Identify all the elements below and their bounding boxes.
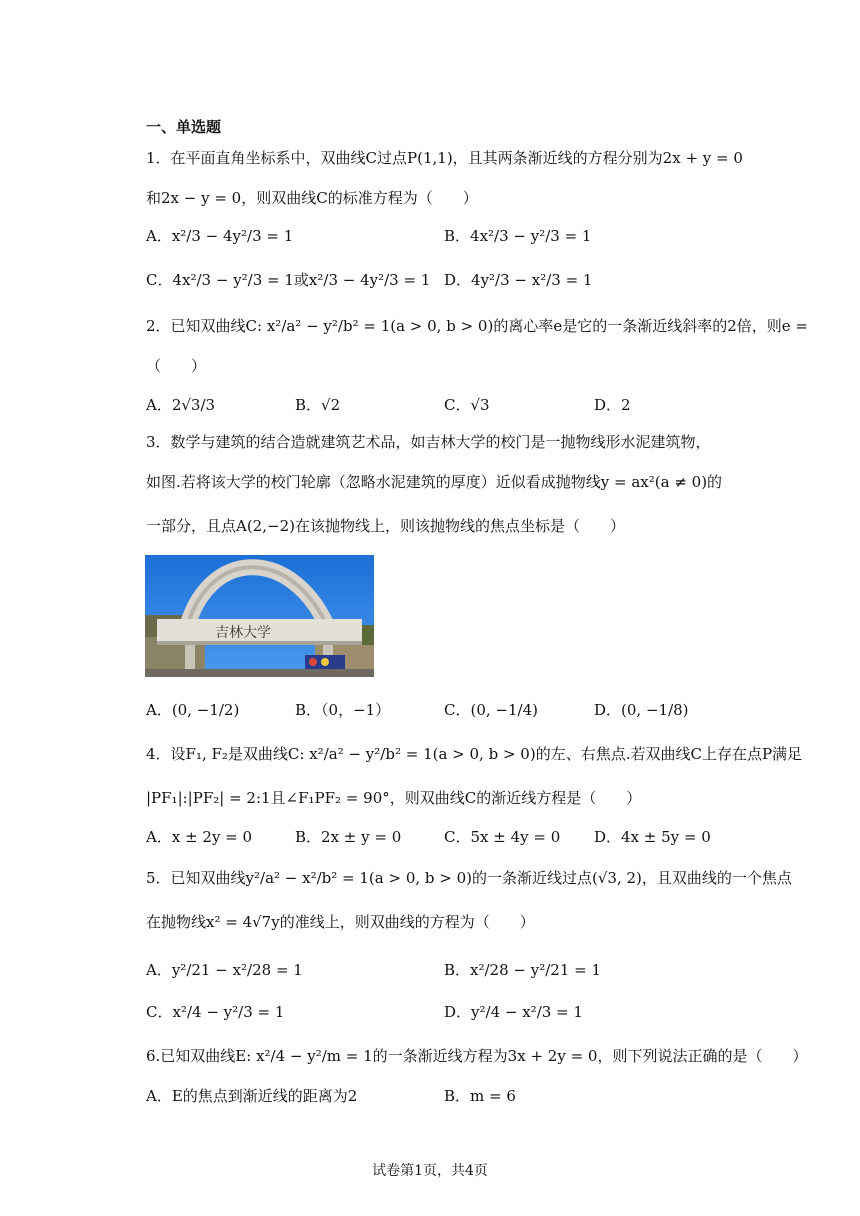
question-5-line-2: 在抛物线x² = 4√7y的准线上，则双曲线的方程为（ ） [146,913,535,931]
question-2-option-c: C．√3 [444,396,490,414]
question-6-line-1: 6.已知双曲线E: x²/4 − y²/m = 1的一条渐近线方程为3x + 2y = 0，则下列说法正确的是（ ） [146,1047,808,1065]
question-6-option-a: A．E的焦点到渐近线的距离为2 [146,1087,358,1105]
question-3-option-d: D．(0, −1/8) [594,701,689,719]
question-4-line-1: 4．设F₁, F₂是双曲线C: x²/a² − y²/b² = 1(a > 0, b > 0)的左、右焦点.若双曲线C上存在点P满足 [146,745,803,763]
question-5-line-1: 5．已知双曲线y²/a² − x²/b² = 1(a > 0, b > 0)的一条渐近线过点(√3, 2)，且双曲线的一个焦点 [146,869,792,887]
question-2-line-2: （ ） [146,357,207,375]
question-1-option-b: B．4x²/3 − y²/3 = 1 [444,227,592,245]
question-3-line-2: 如图.若将该大学的校门轮廓（忽略水泥建筑的厚度）近似看成抛物线y = ax²(a ≠ 0)的 [146,473,723,491]
question-5-option-a: A．y²/21 − x²/28 = 1 [146,961,303,979]
gate-sign-text: 吉林大学 [215,625,271,641]
question-4-option-d: D．4x ± 5y = 0 [594,828,711,846]
question-3-option-b: B．（0，−1） [295,701,391,719]
gate-illustration [145,555,374,677]
question-6-option-b: B．m = 6 [444,1087,516,1105]
question-3-line-1: 3．数学与建筑的结合造就建筑艺术品，如吉林大学的校门是一抛物线形水泥建筑物， [146,433,711,451]
question-4-option-a: A．x ± 2y = 0 [146,828,253,846]
question-2-option-d: D．2 [594,396,631,414]
question-1-option-a: A．x²/3 − 4y²/3 = 1 [146,227,294,245]
question-4-line-2: |PF₁|:|PF₂| = 2:1且∠F₁PF₂ = 90°，则双曲线C的渐近线方程是（ ） [146,789,642,807]
question-2-option-a: A．2√3/3 [146,396,216,414]
question-1-line-2: 和2x − y = 0，则双曲线C的标准方程为（ ） [146,189,478,207]
question-3-option-c: C．(0, −1/4) [444,701,538,719]
question-1-option-c: C．4x²/3 − y²/3 = 1或x²/3 − 4y²/3 = 1 [146,271,431,289]
question-2-option-b: B．√2 [295,396,341,414]
question-3-option-a: A．(0, −1/2) [146,701,240,719]
university-gate-photo [145,555,374,677]
question-2-line-1: 2．已知双曲线C: x²/a² − y²/b² = 1(a > 0, b > 0)的离心率e是它的一条渐近线斜率的2倍，则e = [146,317,808,335]
question-5-option-c: C．x²/4 − y²/3 = 1 [146,1003,285,1021]
question-3-line-3: 一部分，且点A(2,−2)在该抛物线上，则该抛物线的焦点坐标是（ ） [146,517,625,535]
page-footer: 试卷第1页，共4页 [372,1163,488,1179]
question-5-option-d: D．y²/4 − x²/3 = 1 [444,1003,583,1021]
question-1-line-1: 1．在平面直角坐标系中，双曲线C过点P(1,1)，且其两条渐近线的方程分别为2x + y = 0 [146,149,743,167]
question-5-option-b: B．x²/28 − y²/21 = 1 [444,961,602,979]
question-4-option-b: B．2x ± y = 0 [295,828,402,846]
section-title: 一、单选题 [146,118,222,136]
question-4-option-c: C．5x ± 4y = 0 [444,828,561,846]
question-1-option-d: D．4y²/3 − x²/3 = 1 [444,271,593,289]
